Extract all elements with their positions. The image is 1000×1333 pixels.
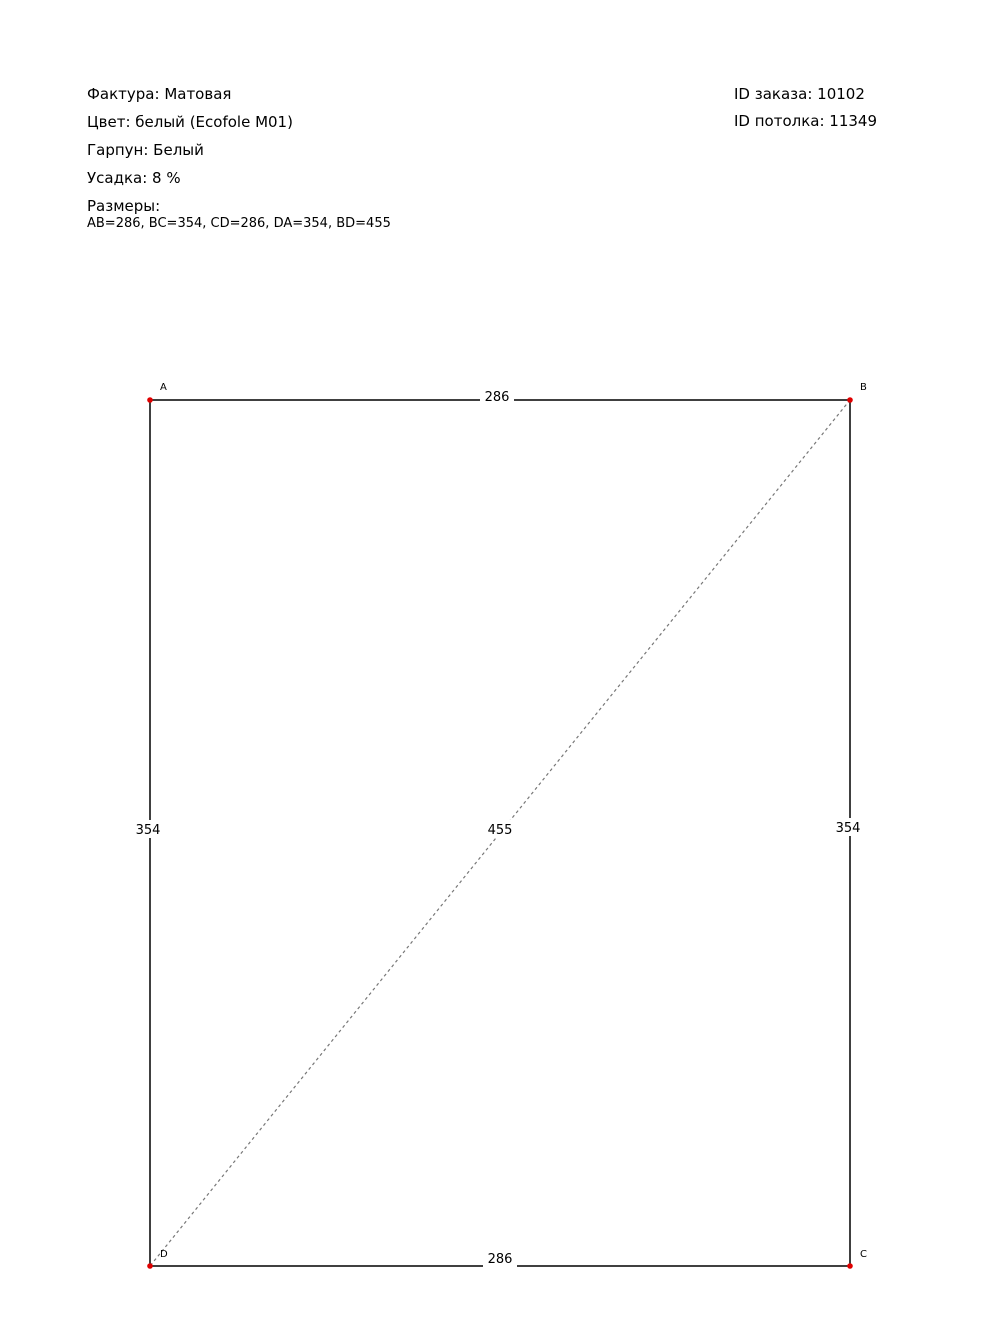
side-label-bc: 354 [835,821,861,836]
vertex-a [147,397,153,403]
side-label-ab: 286 [484,390,510,405]
sizes-value: AB=286, BC=354, CD=286, DA=354, BD=455 [87,216,391,231]
harpoon-label: Гарпун: Белый [87,141,204,159]
vertex-d [147,1263,153,1269]
side-label-da: 354 [135,823,161,838]
vertex-c [847,1263,853,1269]
texture-label: Фактура: Матовая [87,85,232,103]
diagonal-label-bd: 455 [487,823,513,838]
vertex-label-b: B [860,382,867,393]
shrinkage-label: Усадка: 8 % [87,169,181,187]
side-label-cd: 286 [487,1252,513,1267]
color-label: Цвет: белый (Ecofole M01) [87,113,293,131]
sizes-title: Размеры: [87,197,161,215]
vertex-label-c: C [860,1249,867,1260]
vertex-b [847,397,853,403]
vertex-label-a: A [160,382,167,393]
vertex-label-d: D [160,1249,168,1260]
order-id: ID заказа: 10102 [734,85,865,103]
ceiling-id: ID потолка: 11349 [734,112,878,130]
